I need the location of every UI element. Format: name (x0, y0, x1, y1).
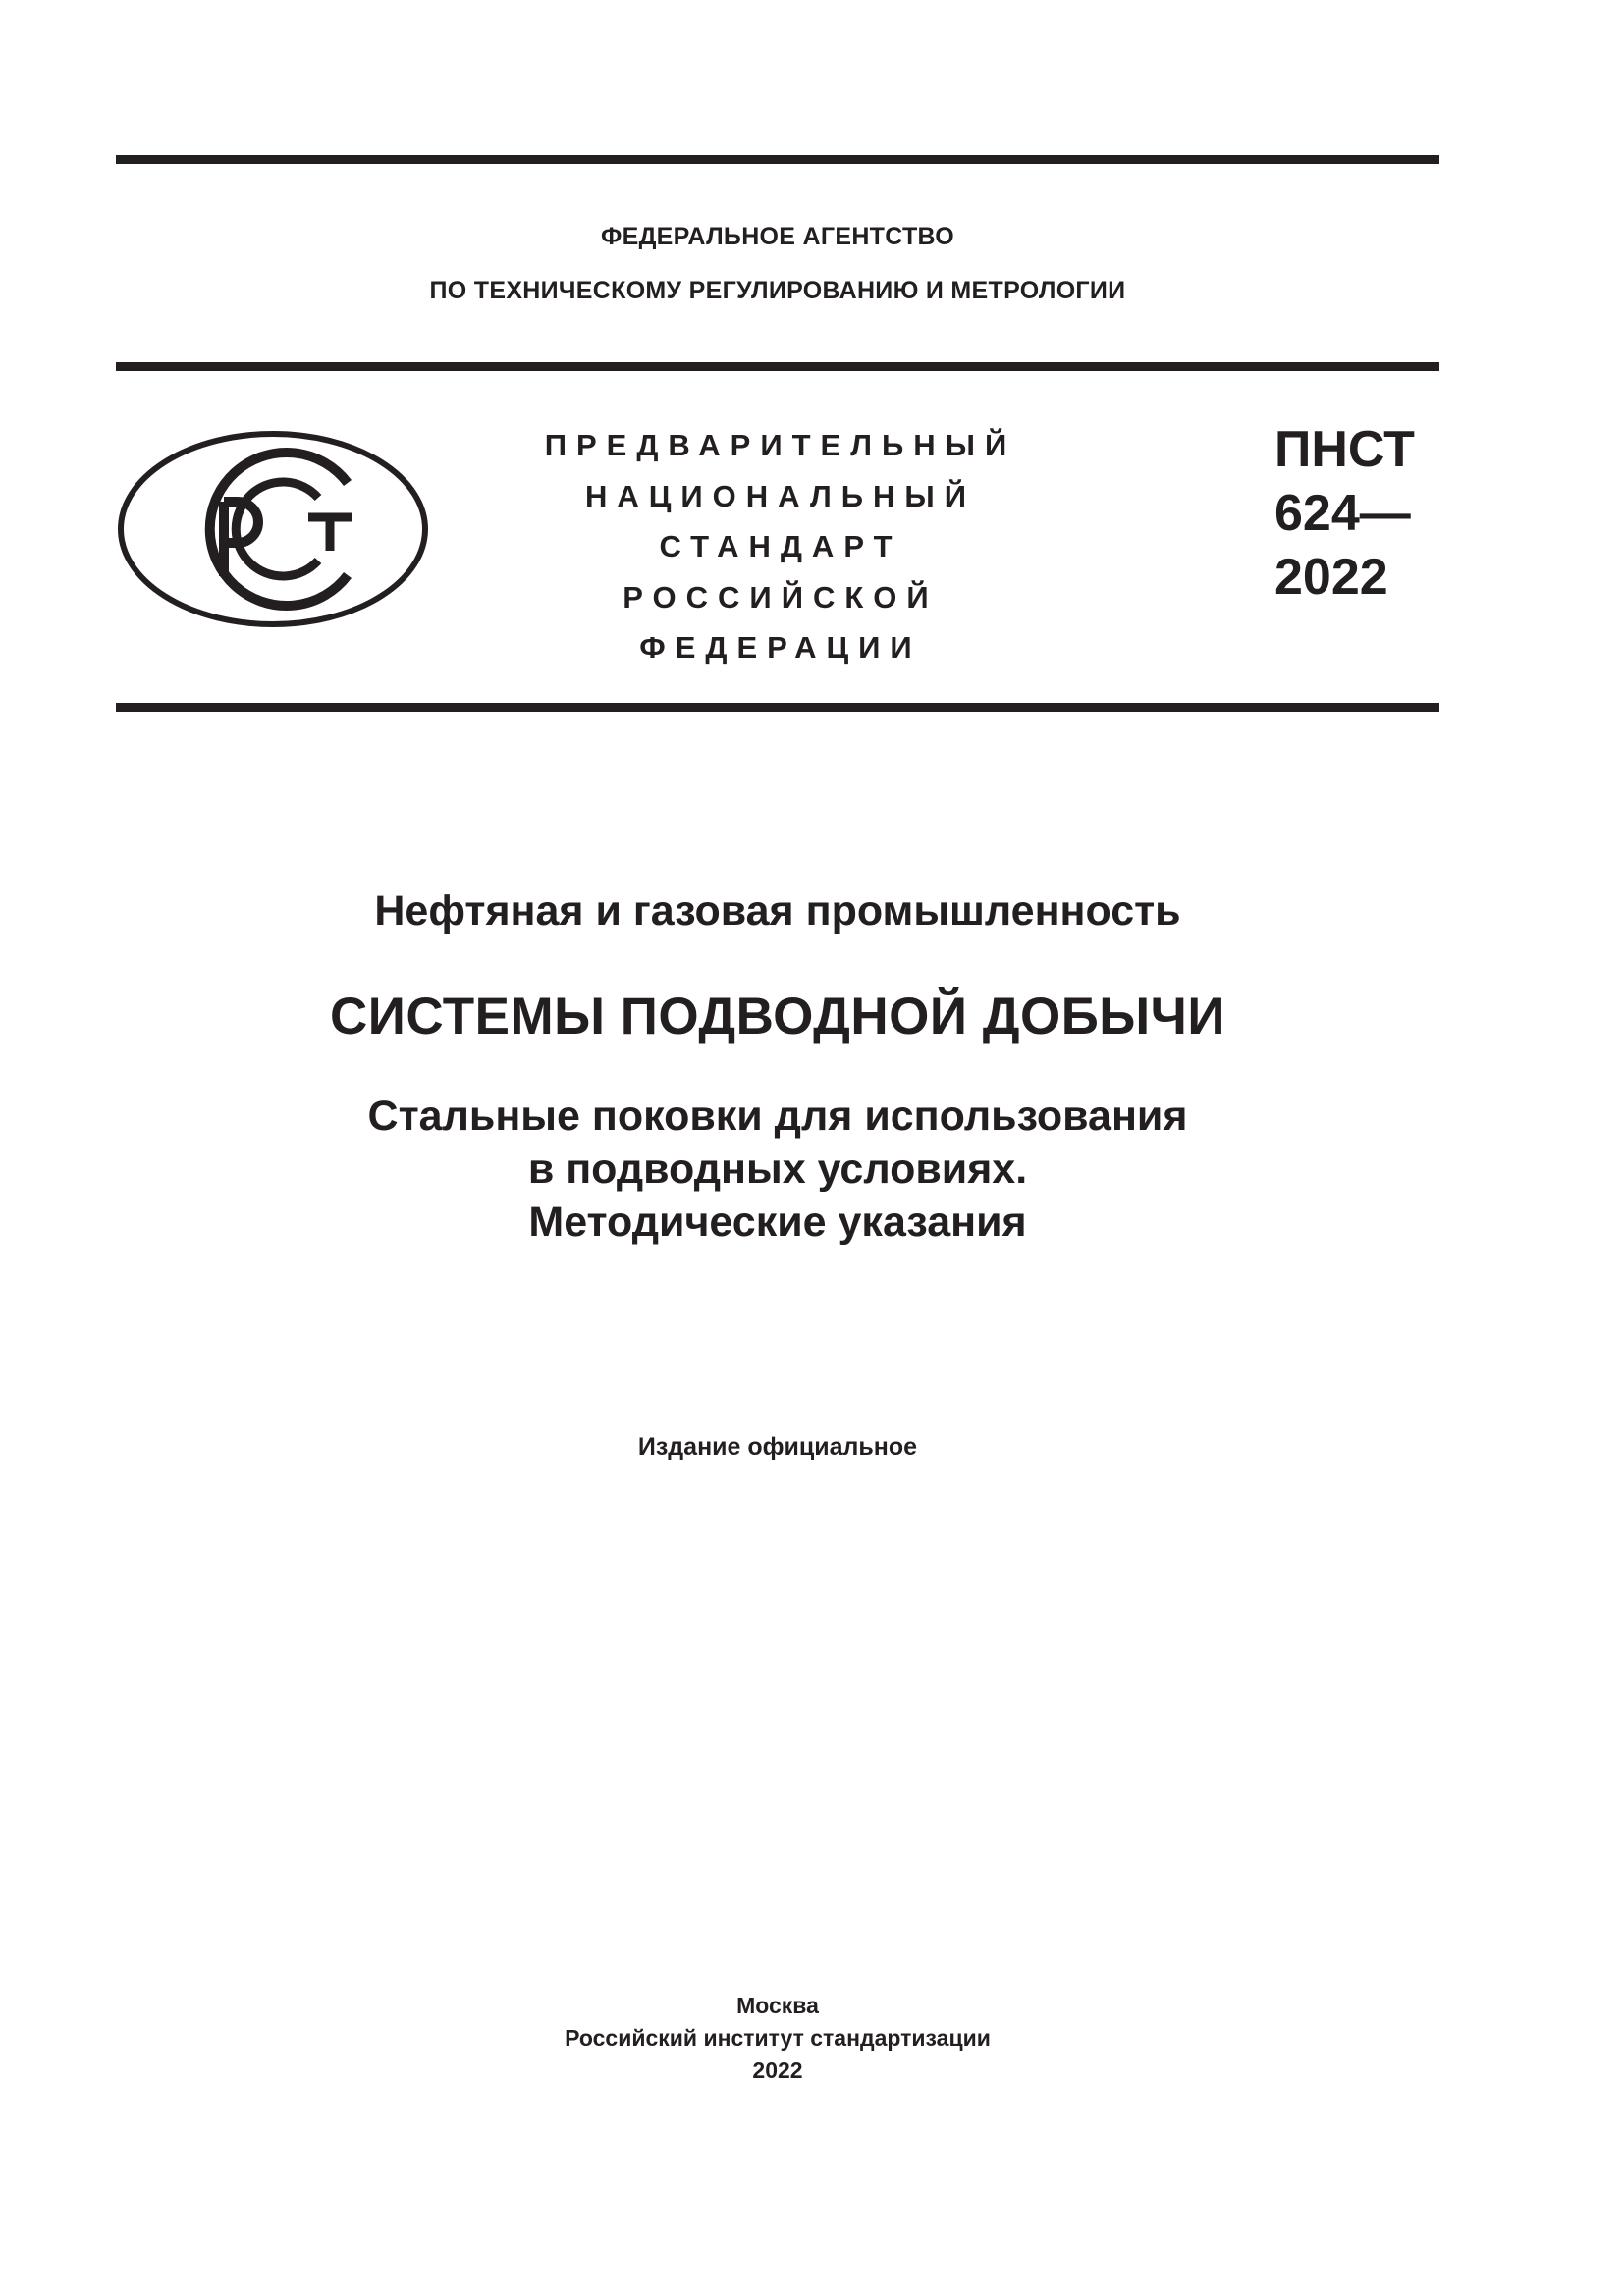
standard-type (481, 420, 1080, 673)
gost-r-logo (116, 429, 430, 629)
header-bottom-rule (116, 703, 1439, 712)
standard-type-line: ФЕДЕРАЦИИ (639, 630, 922, 665)
standard-type-line: РОССИЙСКОЙ (623, 579, 939, 614)
agency-line-2: ПО ТЕХНИЧЕСКОМУ РЕГУЛИРОВАНИЮ И МЕТРОЛОГИИ (429, 277, 1126, 304)
standard-type-line: ПРЕДВАРИТЕЛЬНЫЙ (544, 428, 1017, 462)
imprint-publisher: Российский институт стандартизации (565, 2025, 991, 2051)
agency-line-1: ФЕДЕРАЛЬНОЕ АГЕНТСТВО (600, 223, 955, 250)
document-subtitle (116, 1090, 1439, 1249)
imprint-city: Москва (736, 1993, 819, 2018)
imprint (116, 1990, 1439, 2087)
standard-number (1274, 418, 1415, 610)
header-rule (116, 362, 1439, 371)
edition-note: Издание официальное (637, 1433, 918, 1461)
standard-type-line: СТАНДАРТ (659, 529, 902, 563)
standard-type-line: НАЦИОНАЛЬНЫЙ (584, 478, 977, 513)
standard-number-line: ПНСТ (1274, 421, 1415, 478)
standard-number-line: 2022 (1274, 549, 1388, 606)
imprint-year: 2022 (752, 2057, 803, 2083)
industry-title: Нефтяная и газовая промышленность (374, 887, 1181, 934)
subtitle-line: в подводных условиях. (527, 1146, 1028, 1193)
system-title: СИСТЕМЫ ПОДВОДНОЙ ДОБЫЧИ (329, 988, 1226, 1045)
standard-number-line: 624— (1274, 485, 1411, 542)
subtitle-line: Стальные поковки для использования (367, 1093, 1188, 1140)
subtitle-line: Методические указания (528, 1199, 1027, 1246)
top-rule (116, 155, 1439, 164)
